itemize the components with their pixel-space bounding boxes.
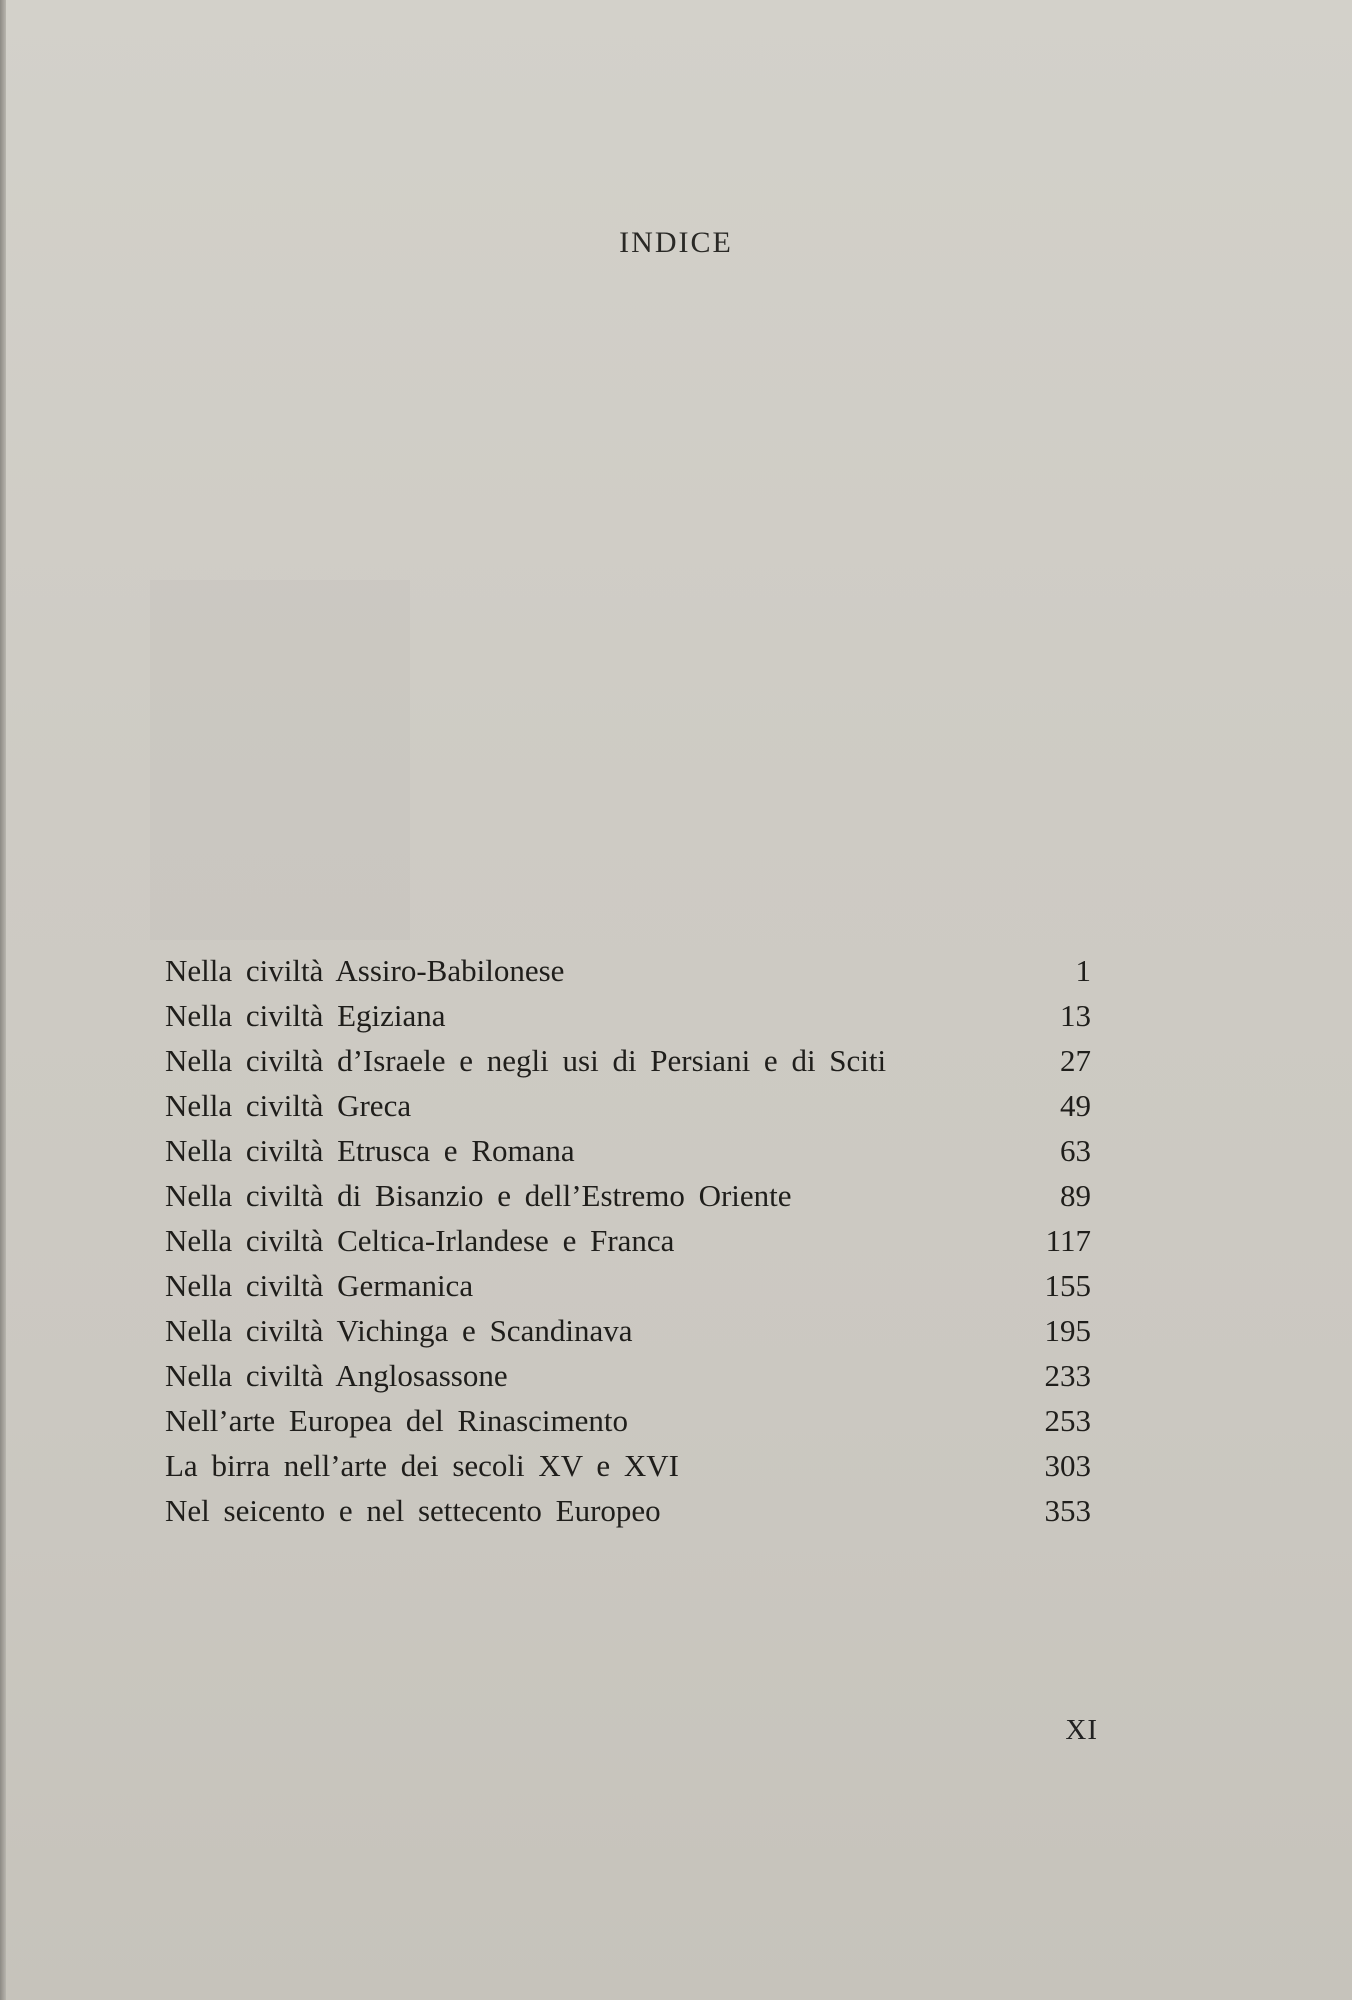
toc-entry-page: 353: [1044, 1493, 1091, 1528]
toc-entry-title: Nella civiltà Assiro-Babilonese: [165, 953, 565, 988]
toc-entry-title: Nella civiltà Anglosassone: [165, 1358, 508, 1393]
toc-entry-page: 253: [1044, 1403, 1091, 1438]
toc-entry: [165, 1263, 1091, 1308]
toc-entry-page: 1: [1075, 953, 1091, 988]
toc-entry-title: Nella civiltà Etrusca e Romana: [165, 1133, 575, 1168]
toc-entry-page: 63: [1060, 1133, 1091, 1168]
toc-entry: [165, 1488, 1091, 1533]
toc-entry-title: Nella civiltà Germanica: [165, 1268, 474, 1303]
toc-entry: [165, 1038, 1091, 1083]
show-through-shadow: [150, 580, 410, 940]
toc-entry-page: 13: [1060, 998, 1091, 1033]
toc-entry-title: Nella civiltà Vichinga e Scandinava: [165, 1313, 633, 1348]
toc-entry-page: 303: [1044, 1448, 1091, 1483]
toc-entry-title: La birra nell’arte dei secoli XV e XVI: [165, 1448, 679, 1483]
page-title: INDICE: [619, 226, 733, 259]
toc-entry-title: Nell’arte Europea del Rinascimento: [165, 1403, 629, 1438]
toc-entry-title: Nella civiltà di Bisanzio e dell’Estremo Oriente: [165, 1178, 792, 1213]
toc-entry-page: 49: [1060, 1088, 1091, 1123]
binding-edge: [0, 0, 6, 2000]
toc-entry-page: 117: [1045, 1223, 1091, 1258]
toc-entry: [165, 1398, 1091, 1443]
toc-entry-page: 155: [1044, 1268, 1091, 1303]
toc-entry-title: Nella civiltà d’Israele e negli usi di Persiani e di Sciti: [165, 1043, 887, 1078]
toc-entry: [165, 1218, 1091, 1263]
toc-entry-page: 233: [1044, 1358, 1091, 1393]
toc-entry-title: Nella civiltà Celtica-Irlandese e Franca: [165, 1223, 675, 1258]
toc-entry: [165, 993, 1091, 1038]
toc-entry: [165, 1353, 1091, 1398]
toc-entry: [165, 1128, 1091, 1173]
toc-entry-page: 195: [1044, 1313, 1091, 1348]
page-number: XI: [1065, 1714, 1098, 1746]
table-of-contents: [165, 948, 1091, 1533]
toc-entry: [165, 1443, 1091, 1488]
toc-entry-title: Nella civiltà Egiziana: [165, 998, 446, 1033]
toc-entry: [165, 1083, 1091, 1128]
toc-entry-page: 27: [1060, 1043, 1091, 1078]
toc-entry-title: Nella civiltà Greca: [165, 1088, 412, 1123]
toc-entry-page: 89: [1060, 1178, 1091, 1213]
toc-entry: [165, 948, 1091, 993]
toc-entry: [165, 1173, 1091, 1218]
toc-entry-title: Nel seicento e nel settecento Europeo: [165, 1493, 661, 1528]
toc-entry: [165, 1308, 1091, 1353]
